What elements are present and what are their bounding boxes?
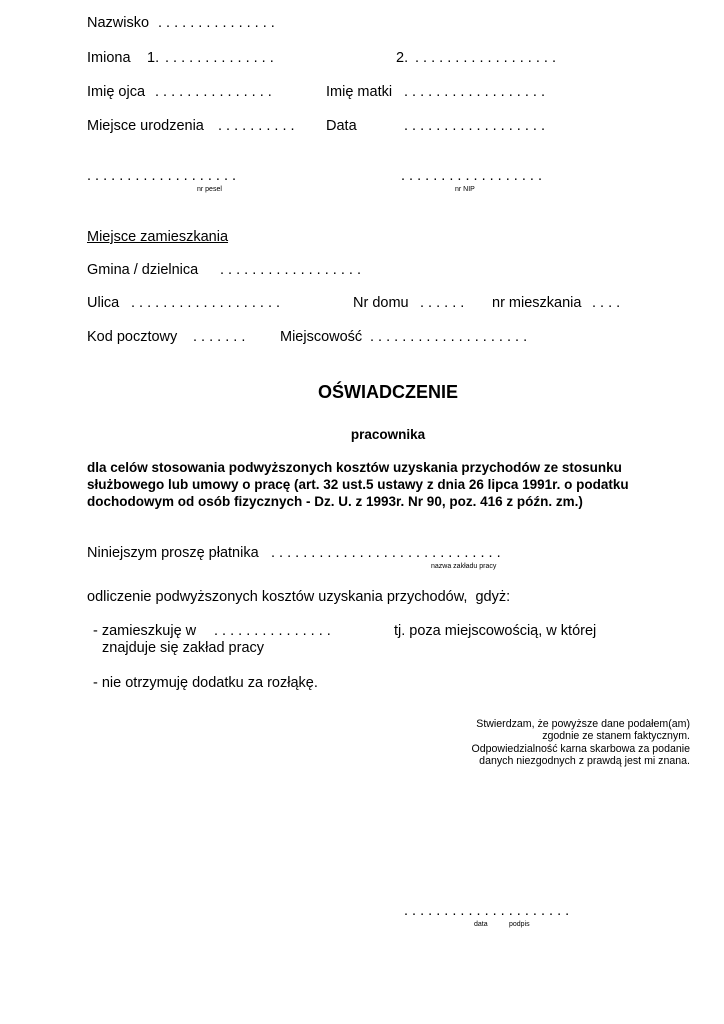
- flat-number-label: nr mieszkania: [492, 295, 582, 311]
- purpose-line-3: dochodowym od osób fizycznych - Dz. U. z 1993r. Nr 90, poz. 416 z późn. zm.): [87, 494, 583, 509]
- name2-number: 2.: [396, 50, 409, 66]
- pesel-caption: nr pesel: [197, 186, 222, 193]
- father-name-field[interactable]: . . . . . . . . . . . . . . .: [155, 84, 272, 100]
- street-field[interactable]: . . . . . . . . . . . . . . . . . . .: [131, 295, 281, 311]
- gmina-field[interactable]: . . . . . . . . . . . . . . . . . .: [220, 262, 361, 278]
- certification-statement: [390, 718, 690, 767]
- names-label: Imiona: [87, 50, 131, 66]
- house-number-label: Nr domu: [353, 295, 409, 311]
- bullet-no-allowance: - nie otrzymuję dodatku za rozłąkę.: [93, 675, 318, 691]
- certification-line-4: danych niezgodnych z prawdą jest mi znana.: [479, 754, 690, 767]
- bullet-residence-prefix: - zamieszkuję w: [93, 623, 197, 639]
- address-heading: Miejsce zamieszkania: [87, 229, 229, 245]
- father-name-label: Imię ojca: [87, 84, 146, 100]
- name1-field[interactable]: . . . . . . . . . . . . . .: [165, 50, 274, 66]
- mother-name-label: Imię matki: [326, 84, 393, 100]
- signature-field[interactable]: . . . . . . . . . . . . . . . . . . . . .: [404, 903, 570, 919]
- document-title: OŚWIADCZENIE: [317, 382, 458, 402]
- certification-line-1: Stwierdzam, że powyższe dane podałem(am): [476, 718, 690, 730]
- birthplace-label: Miejsce urodzenia: [87, 118, 204, 134]
- surname-label: Nazwisko: [87, 15, 150, 31]
- residence-field[interactable]: . . . . . . . . . . . . . . .: [214, 623, 331, 639]
- city-field[interactable]: . . . . . . . . . . . . . . . . . . . .: [370, 329, 528, 345]
- purpose-line-2: służbowego lub umowy o pracę (art. 32 ust.5 ustawy z dnia 26 lipca 1991r. o podatku: [87, 477, 629, 492]
- nip-caption: nr NIP: [455, 186, 475, 193]
- name1-number: 1.: [147, 50, 160, 66]
- signature-caption: podpis: [509, 921, 530, 928]
- request-label: Niniejszym proszę płatnika: [87, 545, 259, 561]
- certification-line-3: Odpowiedzialność karna skarbowa za podanie: [471, 742, 690, 755]
- nip-field[interactable]: . . . . . . . . . . . . . . . . . .: [401, 168, 542, 184]
- birth-date-label: Data: [326, 118, 357, 134]
- date-caption: data: [474, 921, 488, 928]
- pesel-field[interactable]: . . . . . . . . . . . . . . . . . . .: [87, 168, 237, 184]
- name2-field[interactable]: . . . . . . . . . . . . . . . . . .: [415, 50, 556, 66]
- document-subtitle: pracownika: [350, 427, 426, 442]
- bullet-residence-suffix: tj. poza miejscowością, w której: [394, 623, 597, 639]
- flat-number-field[interactable]: . . . .: [592, 295, 621, 311]
- certification-line-2: zgodnie ze stanem faktycznym.: [542, 730, 690, 743]
- street-label: Ulica: [87, 295, 120, 311]
- birth-date-field[interactable]: . . . . . . . . . . . . . . . . . .: [404, 118, 545, 134]
- employer-caption: nazwa zakładu pracy: [431, 563, 497, 570]
- surname-field[interactable]: . . . . . . . . . . . . . . .: [158, 15, 275, 31]
- city-label: Miejscowość: [280, 329, 363, 345]
- birthplace-field[interactable]: . . . . . . . . . .: [218, 118, 295, 134]
- deduction-text: odliczenie podwyższonych kosztów uzyskania przychodów, gdyż:: [87, 589, 511, 605]
- bullet-residence-line2: znajduje się zakład pracy: [102, 640, 265, 656]
- purpose-line-1: dla celów stosowania podwyższonych kosztów uzyskania przychodów ze stosunku: [87, 460, 622, 475]
- house-number-field[interactable]: . . . . . .: [420, 295, 465, 311]
- mother-name-field[interactable]: . . . . . . . . . . . . . . . . . .: [404, 84, 545, 100]
- gmina-label: Gmina / dzielnica: [87, 262, 199, 278]
- purpose-paragraph: [87, 459, 687, 510]
- postcode-label: Kod pocztowy: [87, 329, 178, 345]
- postcode-field[interactable]: . . . . . . .: [193, 329, 246, 345]
- employer-name-field[interactable]: . . . . . . . . . . . . . . . . . . . . . . . . . . . . .: [271, 545, 501, 561]
